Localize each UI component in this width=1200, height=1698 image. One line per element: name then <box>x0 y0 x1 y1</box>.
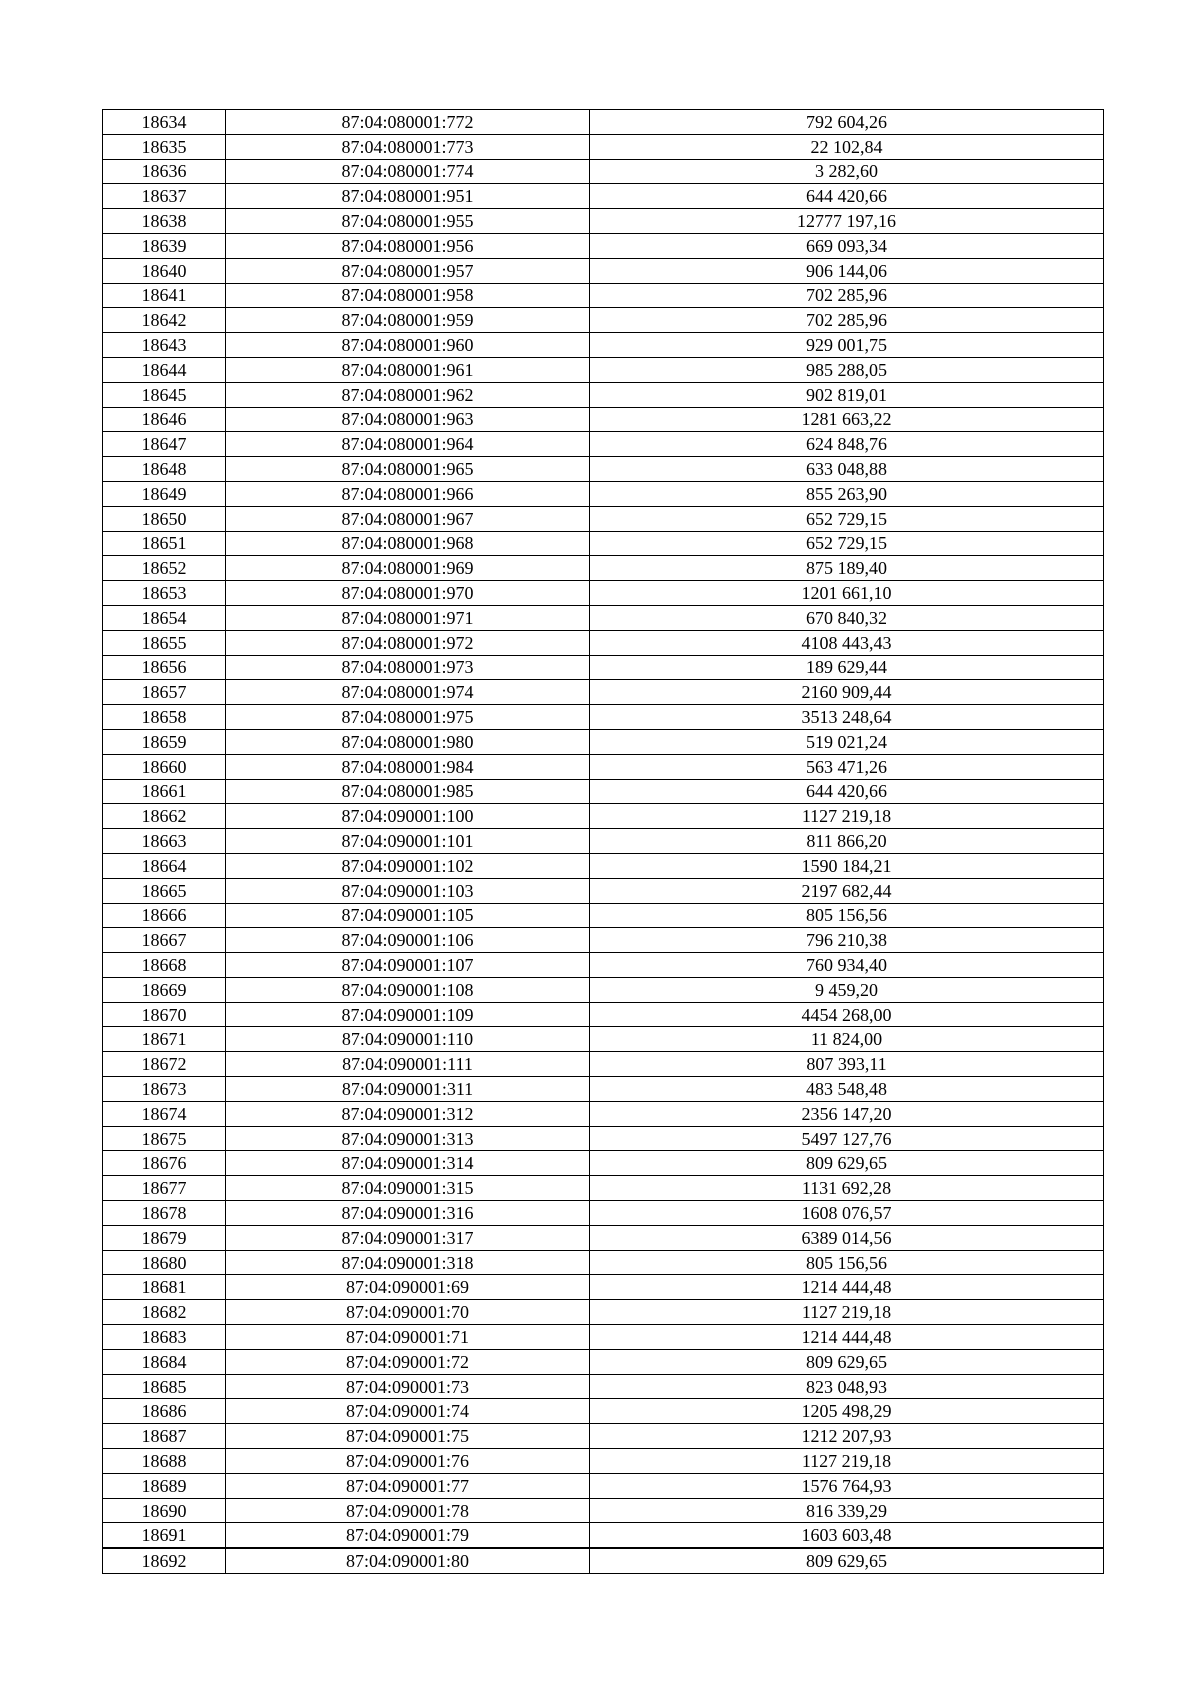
cadastral-value-cell: 2160 909,44 <box>590 680 1104 705</box>
cadastral-value-cell: 1205 498,29 <box>590 1399 1104 1424</box>
row-number-cell: 18656 <box>103 655 226 680</box>
cadastral-value-cell: 12777 197,16 <box>590 209 1104 234</box>
row-number-cell: 18643 <box>103 333 226 358</box>
cadastral-number-cell: 87:04:080001:773 <box>226 134 590 159</box>
table-row <box>103 1151 1104 1176</box>
cadastral-value-table <box>102 109 1104 1574</box>
cadastral-value-cell: 1127 219,18 <box>590 804 1104 829</box>
row-number-cell: 18683 <box>103 1325 226 1350</box>
table-row <box>103 853 1104 878</box>
cadastral-value-cell: 1281 663,22 <box>590 407 1104 432</box>
row-number-cell: 18690 <box>103 1498 226 1523</box>
cadastral-number-cell: 87:04:080001:955 <box>226 209 590 234</box>
cadastral-number-cell: 87:04:090001:72 <box>226 1349 590 1374</box>
cadastral-value-cell: 189 629,44 <box>590 655 1104 680</box>
cadastral-number-cell: 87:04:080001:966 <box>226 481 590 506</box>
row-number-cell: 18692 <box>103 1548 226 1573</box>
table-row <box>103 754 1104 779</box>
cadastral-number-cell: 87:04:090001:69 <box>226 1275 590 1300</box>
row-number-cell: 18676 <box>103 1151 226 1176</box>
table-row <box>103 605 1104 630</box>
row-number-cell: 18675 <box>103 1126 226 1151</box>
cadastral-value-cell: 1576 764,93 <box>590 1473 1104 1498</box>
row-number-cell: 18667 <box>103 928 226 953</box>
cadastral-value-cell: 644 420,66 <box>590 184 1104 209</box>
table-row <box>103 506 1104 531</box>
table-row <box>103 630 1104 655</box>
table-row <box>103 779 1104 804</box>
table-row <box>103 382 1104 407</box>
cadastral-value-cell: 855 263,90 <box>590 481 1104 506</box>
cadastral-value-cell: 669 093,34 <box>590 233 1104 258</box>
cadastral-number-cell: 87:04:080001:984 <box>226 754 590 779</box>
row-number-cell: 18680 <box>103 1250 226 1275</box>
row-number-cell: 18655 <box>103 630 226 655</box>
cadastral-value-cell: 805 156,56 <box>590 903 1104 928</box>
row-number-cell: 18689 <box>103 1473 226 1498</box>
table-row <box>103 481 1104 506</box>
row-number-cell: 18691 <box>103 1523 226 1548</box>
table-row <box>103 283 1104 308</box>
row-number-cell: 18666 <box>103 903 226 928</box>
cadastral-value-cell: 2356 147,20 <box>590 1101 1104 1126</box>
cadastral-value-cell: 816 339,29 <box>590 1498 1104 1523</box>
table-row <box>103 258 1104 283</box>
cadastral-number-cell: 87:04:090001:318 <box>226 1250 590 1275</box>
cadastral-value-cell: 1603 603,48 <box>590 1523 1104 1548</box>
cadastral-number-cell: 87:04:080001:951 <box>226 184 590 209</box>
table-row <box>103 1523 1104 1548</box>
row-number-cell: 18653 <box>103 581 226 606</box>
row-number-cell: 18636 <box>103 159 226 184</box>
row-number-cell: 18645 <box>103 382 226 407</box>
row-number-cell: 18641 <box>103 283 226 308</box>
table-row <box>103 903 1104 928</box>
row-number-cell: 18654 <box>103 605 226 630</box>
cadastral-number-cell: 87:04:090001:100 <box>226 804 590 829</box>
cadastral-value-cell: 1212 207,93 <box>590 1424 1104 1449</box>
cadastral-value-cell: 809 629,65 <box>590 1548 1104 1573</box>
cadastral-number-cell: 87:04:090001:70 <box>226 1300 590 1325</box>
cadastral-number-cell: 87:04:080001:961 <box>226 357 590 382</box>
row-number-cell: 18668 <box>103 953 226 978</box>
cadastral-value-cell: 22 102,84 <box>590 134 1104 159</box>
row-number-cell: 18637 <box>103 184 226 209</box>
cadastral-value-cell: 652 729,15 <box>590 531 1104 556</box>
cadastral-number-cell: 87:04:080001:959 <box>226 308 590 333</box>
cadastral-number-cell: 87:04:090001:316 <box>226 1201 590 1226</box>
table-row <box>103 1077 1104 1102</box>
table-row <box>103 1449 1104 1474</box>
cadastral-value-cell: 483 548,48 <box>590 1077 1104 1102</box>
table-row <box>103 233 1104 258</box>
row-number-cell: 18688 <box>103 1449 226 1474</box>
cadastral-value-cell: 6389 014,56 <box>590 1225 1104 1250</box>
cadastral-value-cell: 809 629,65 <box>590 1349 1104 1374</box>
table-row <box>103 1349 1104 1374</box>
row-number-cell: 18671 <box>103 1027 226 1052</box>
table-row <box>103 209 1104 234</box>
table-row <box>103 556 1104 581</box>
table-row <box>103 110 1104 135</box>
row-number-cell: 18664 <box>103 853 226 878</box>
cadastral-number-cell: 87:04:090001:79 <box>226 1523 590 1548</box>
table-row <box>103 531 1104 556</box>
row-number-cell: 18644 <box>103 357 226 382</box>
cadastral-number-cell: 87:04:080001:962 <box>226 382 590 407</box>
row-number-cell: 18639 <box>103 233 226 258</box>
cadastral-number-cell: 87:04:090001:73 <box>226 1374 590 1399</box>
table-row <box>103 680 1104 705</box>
row-number-cell: 18672 <box>103 1052 226 1077</box>
table-row <box>103 184 1104 209</box>
row-number-cell: 18635 <box>103 134 226 159</box>
cadastral-number-cell: 87:04:080001:968 <box>226 531 590 556</box>
table-row <box>103 308 1104 333</box>
table-row <box>103 1101 1104 1126</box>
cadastral-value-cell: 807 393,11 <box>590 1052 1104 1077</box>
cadastral-number-cell: 87:04:090001:315 <box>226 1176 590 1201</box>
cadastral-number-cell: 87:04:080001:970 <box>226 581 590 606</box>
cadastral-value-cell: 902 819,01 <box>590 382 1104 407</box>
row-number-cell: 18685 <box>103 1374 226 1399</box>
cadastral-number-cell: 87:04:080001:967 <box>226 506 590 531</box>
table-row <box>103 1126 1104 1151</box>
row-number-cell: 18642 <box>103 308 226 333</box>
table-row <box>103 1399 1104 1424</box>
cadastral-value-cell: 3513 248,64 <box>590 705 1104 730</box>
table-row <box>103 581 1104 606</box>
cadastral-number-cell: 87:04:090001:109 <box>226 1002 590 1027</box>
table-row <box>103 878 1104 903</box>
row-number-cell: 18659 <box>103 729 226 754</box>
row-number-cell: 18677 <box>103 1176 226 1201</box>
table-row <box>103 357 1104 382</box>
row-number-cell: 18640 <box>103 258 226 283</box>
row-number-cell: 18634 <box>103 110 226 135</box>
cadastral-value-cell: 809 629,65 <box>590 1151 1104 1176</box>
cadastral-number-cell: 87:04:080001:965 <box>226 457 590 482</box>
table-row <box>103 1424 1104 1449</box>
table-row <box>103 1548 1104 1573</box>
table-row <box>103 829 1104 854</box>
cadastral-number-cell: 87:04:090001:80 <box>226 1548 590 1573</box>
cadastral-number-cell: 87:04:090001:78 <box>226 1498 590 1523</box>
table-row <box>103 1325 1104 1350</box>
table-row <box>103 804 1104 829</box>
cadastral-number-cell: 87:04:090001:111 <box>226 1052 590 1077</box>
table-row <box>103 705 1104 730</box>
cadastral-number-cell: 87:04:080001:973 <box>226 655 590 680</box>
cadastral-number-cell: 87:04:080001:969 <box>226 556 590 581</box>
table-row <box>103 1300 1104 1325</box>
cadastral-value-cell: 670 840,32 <box>590 605 1104 630</box>
row-number-cell: 18658 <box>103 705 226 730</box>
cadastral-value-cell: 5497 127,76 <box>590 1126 1104 1151</box>
row-number-cell: 18673 <box>103 1077 226 1102</box>
cadastral-value-cell: 4108 443,43 <box>590 630 1104 655</box>
cadastral-number-cell: 87:04:090001:102 <box>226 853 590 878</box>
cadastral-number-cell: 87:04:080001:958 <box>226 283 590 308</box>
row-number-cell: 18686 <box>103 1399 226 1424</box>
cadastral-value-cell: 3 282,60 <box>590 159 1104 184</box>
cadastral-number-cell: 87:04:080001:972 <box>226 630 590 655</box>
table-row <box>103 1275 1104 1300</box>
table-row <box>103 953 1104 978</box>
table-row <box>103 432 1104 457</box>
row-number-cell: 18674 <box>103 1101 226 1126</box>
row-number-cell: 18657 <box>103 680 226 705</box>
row-number-cell: 18684 <box>103 1349 226 1374</box>
cadastral-value-cell: 805 156,56 <box>590 1250 1104 1275</box>
cadastral-number-cell: 87:04:090001:317 <box>226 1225 590 1250</box>
row-number-cell: 18687 <box>103 1424 226 1449</box>
cadastral-number-cell: 87:04:090001:311 <box>226 1077 590 1102</box>
row-number-cell: 18650 <box>103 506 226 531</box>
cadastral-number-cell: 87:04:090001:76 <box>226 1449 590 1474</box>
cadastral-number-cell: 87:04:080001:975 <box>226 705 590 730</box>
cadastral-value-cell: 1201 661,10 <box>590 581 1104 606</box>
cadastral-value-cell: 652 729,15 <box>590 506 1104 531</box>
cadastral-number-cell: 87:04:090001:74 <box>226 1399 590 1424</box>
row-number-cell: 18662 <box>103 804 226 829</box>
table-row <box>103 1002 1104 1027</box>
table-row <box>103 977 1104 1002</box>
cadastral-number-cell: 87:04:080001:971 <box>226 605 590 630</box>
cadastral-value-cell: 823 048,93 <box>590 1374 1104 1399</box>
table-row <box>103 457 1104 482</box>
cadastral-number-cell: 87:04:090001:312 <box>226 1101 590 1126</box>
cadastral-value-cell: 519 021,24 <box>590 729 1104 754</box>
table-row <box>103 159 1104 184</box>
cadastral-value-cell: 1214 444,48 <box>590 1325 1104 1350</box>
cadastral-value-cell: 875 189,40 <box>590 556 1104 581</box>
row-number-cell: 18652 <box>103 556 226 581</box>
cadastral-number-cell: 87:04:080001:774 <box>226 159 590 184</box>
cadastral-number-cell: 87:04:090001:107 <box>226 953 590 978</box>
cadastral-value-cell: 702 285,96 <box>590 283 1104 308</box>
table-row <box>103 1027 1104 1052</box>
row-number-cell: 18647 <box>103 432 226 457</box>
cadastral-value-cell: 4454 268,00 <box>590 1002 1104 1027</box>
cadastral-value-cell: 2197 682,44 <box>590 878 1104 903</box>
table-row <box>103 407 1104 432</box>
cadastral-value-cell: 1590 184,21 <box>590 853 1104 878</box>
cadastral-number-cell: 87:04:080001:980 <box>226 729 590 754</box>
row-number-cell: 18681 <box>103 1275 226 1300</box>
row-number-cell: 18665 <box>103 878 226 903</box>
row-number-cell: 18679 <box>103 1225 226 1250</box>
table-row <box>103 1374 1104 1399</box>
table-row <box>103 333 1104 358</box>
table-row <box>103 729 1104 754</box>
cadastral-number-cell: 87:04:090001:314 <box>226 1151 590 1176</box>
cadastral-value-cell: 702 285,96 <box>590 308 1104 333</box>
cadastral-number-cell: 87:04:080001:963 <box>226 407 590 432</box>
cadastral-value-cell: 624 848,76 <box>590 432 1104 457</box>
cadastral-value-cell: 11 824,00 <box>590 1027 1104 1052</box>
row-number-cell: 18649 <box>103 481 226 506</box>
cadastral-number-cell: 87:04:090001:313 <box>226 1126 590 1151</box>
cadastral-value-cell: 9 459,20 <box>590 977 1104 1002</box>
cadastral-value-cell: 633 048,88 <box>590 457 1104 482</box>
cadastral-value-cell: 792 604,26 <box>590 110 1104 135</box>
table-row <box>103 134 1104 159</box>
cadastral-number-cell: 87:04:090001:101 <box>226 829 590 854</box>
table-row <box>103 1225 1104 1250</box>
row-number-cell: 18663 <box>103 829 226 854</box>
row-number-cell: 18661 <box>103 779 226 804</box>
row-number-cell: 18670 <box>103 1002 226 1027</box>
cadastral-number-cell: 87:04:080001:974 <box>226 680 590 705</box>
row-number-cell: 18660 <box>103 754 226 779</box>
table-row <box>103 1201 1104 1226</box>
table-row <box>103 1498 1104 1523</box>
cadastral-value-cell: 906 144,06 <box>590 258 1104 283</box>
cadastral-value-cell: 563 471,26 <box>590 754 1104 779</box>
cadastral-value-cell: 811 866,20 <box>590 829 1104 854</box>
row-number-cell: 18646 <box>103 407 226 432</box>
cadastral-value-cell: 985 288,05 <box>590 357 1104 382</box>
table-row <box>103 655 1104 680</box>
cadastral-value-cell: 796 210,38 <box>590 928 1104 953</box>
cadastral-number-cell: 87:04:090001:105 <box>226 903 590 928</box>
row-number-cell: 18678 <box>103 1201 226 1226</box>
table-body <box>103 110 1104 1574</box>
cadastral-value-cell: 929 001,75 <box>590 333 1104 358</box>
cadastral-number-cell: 87:04:080001:772 <box>226 110 590 135</box>
cadastral-number-cell: 87:04:080001:985 <box>226 779 590 804</box>
cadastral-value-cell: 644 420,66 <box>590 779 1104 804</box>
cadastral-number-cell: 87:04:090001:108 <box>226 977 590 1002</box>
row-number-cell: 18682 <box>103 1300 226 1325</box>
cadastral-number-cell: 87:04:080001:964 <box>226 432 590 457</box>
row-number-cell: 18669 <box>103 977 226 1002</box>
row-number-cell: 18638 <box>103 209 226 234</box>
cadastral-value-cell: 1131 692,28 <box>590 1176 1104 1201</box>
cadastral-number-cell: 87:04:090001:77 <box>226 1473 590 1498</box>
cadastral-number-cell: 87:04:090001:103 <box>226 878 590 903</box>
cadastral-number-cell: 87:04:090001:106 <box>226 928 590 953</box>
row-number-cell: 18651 <box>103 531 226 556</box>
cadastral-number-cell: 87:04:080001:956 <box>226 233 590 258</box>
table-row <box>103 1250 1104 1275</box>
cadastral-number-cell: 87:04:080001:957 <box>226 258 590 283</box>
cadastral-value-cell: 1127 219,18 <box>590 1449 1104 1474</box>
cadastral-value-cell: 1127 219,18 <box>590 1300 1104 1325</box>
row-number-cell: 18648 <box>103 457 226 482</box>
table-row <box>103 1473 1104 1498</box>
cadastral-number-cell: 87:04:090001:110 <box>226 1027 590 1052</box>
table-row <box>103 1052 1104 1077</box>
cadastral-value-cell: 1214 444,48 <box>590 1275 1104 1300</box>
cadastral-number-cell: 87:04:080001:960 <box>226 333 590 358</box>
cadastral-value-cell: 760 934,40 <box>590 953 1104 978</box>
cadastral-number-cell: 87:04:090001:71 <box>226 1325 590 1350</box>
table-row <box>103 1176 1104 1201</box>
cadastral-number-cell: 87:04:090001:75 <box>226 1424 590 1449</box>
table-row <box>103 928 1104 953</box>
cadastral-value-cell: 1608 076,57 <box>590 1201 1104 1226</box>
